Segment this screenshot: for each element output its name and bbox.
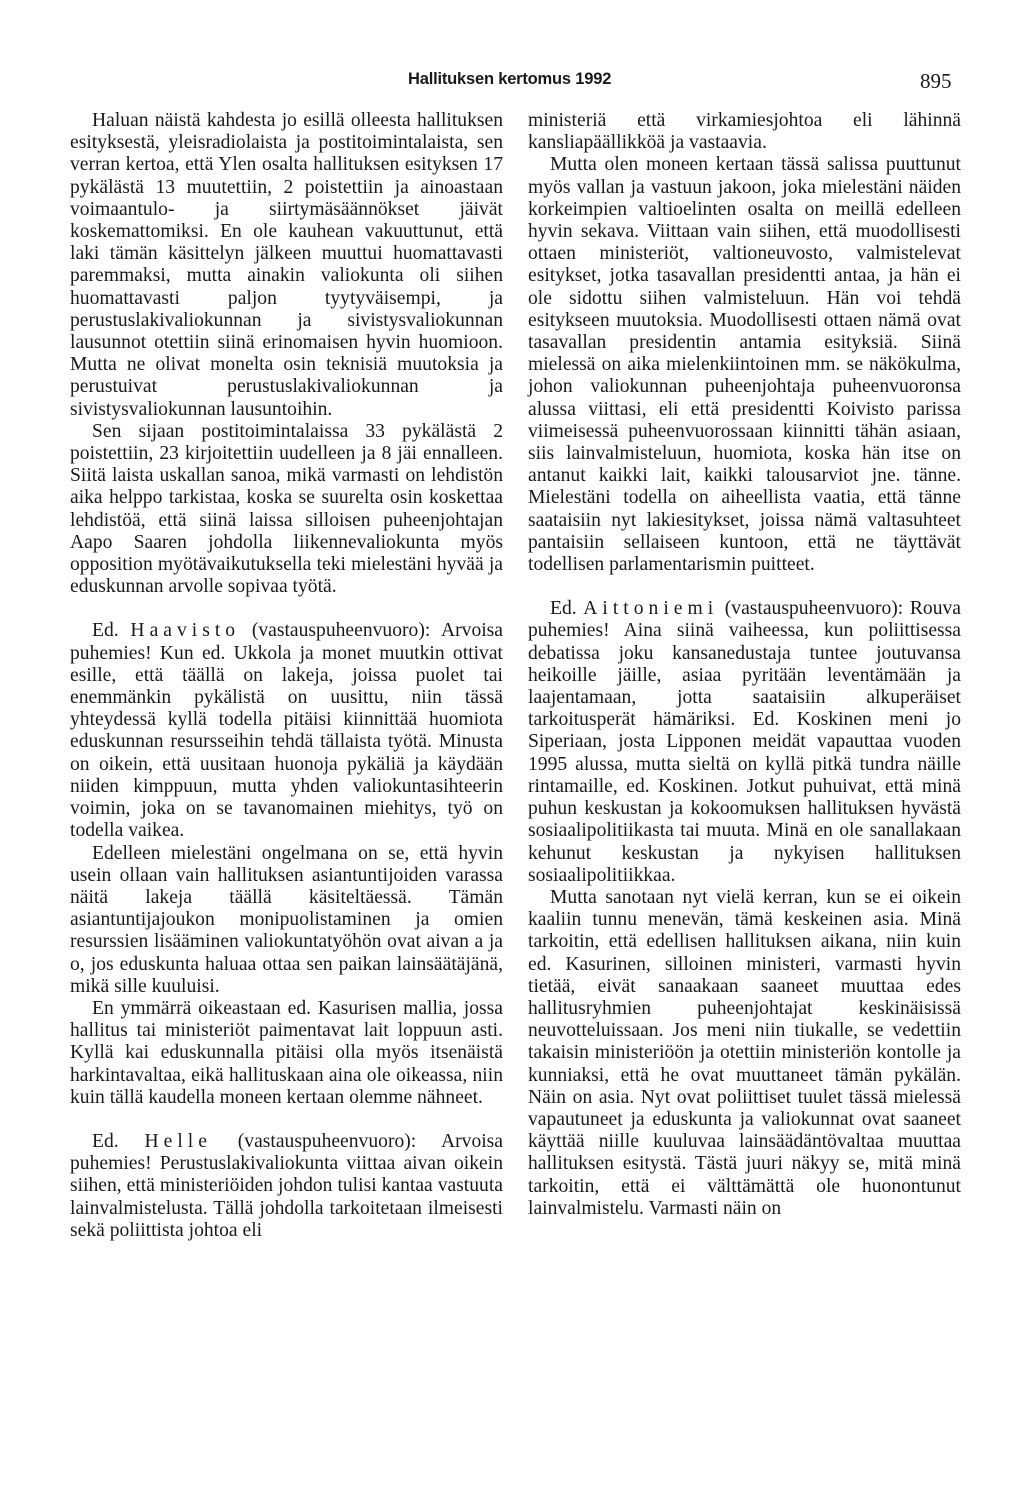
- speech-aittoniemi: [528, 598, 961, 887]
- page-header: [0, 62, 1024, 92]
- speaker-name: Helle: [144, 1130, 212, 1152]
- speech-text: (vastauspuheenvuoro): Arvoisa puhemies! Kun ed. Ukkola ja monet muutkin ottivat esille, että täällä on lakeja, joissa puolet tai enemmänkin pykälistä on uusittu, niin tässä yhteydessä kyllä todella pitäisi kiinnittää huomiota eduskunnan resursseihin tehdä tällaista työtä. Minusta on oikein, että uusitaan huonoja pykäliä ja käydään niiden kimppuun, mutta yhden valiokuntasihteerin voimin, joka on se tavanomainen miehitys, työ on todella vaikea.: [70, 620, 504, 842]
- speaker-name: Haavisto: [130, 620, 241, 642]
- paragraph: ministeriä että virkamiesjohtoa eli lähinnä kansliapäällikköä ja vastaavia.: [528, 110, 961, 154]
- paragraph: Mutta olen moneen kertaan tässä salissa puuttunut myös vallan ja vastuun jakoon, joka mielestäni näiden korkeimpien valtioelinten osalta on meillä edelleen hyvin sekava. Viittaan vain siihen, että muodollisesti ottaen ministeriöt, valtioneuvosto, valmistelevat esitykset, jotka tasavallan presidentti antaa, ja hän ei ole sidottu siihen valmisteluun. Hän voi tehdä esitykseen muutoksia. Muodollisesti ottaen nämä ovat tasavallan presidentin antamia esityksiä. Siinä mielessä on aika mielenkiintoinen mm. se näkökulma, johon valiokunnan puheenjohtaja puheenvuoronsa alussa viittasi, eli että presidentti Koivisto parissa viimeisessä puheenvuorossaan kiinnitti tähän asiaan, siis lainvalmisteluun, huomiota, koska hän itse on antanut kaikki lait, kaikki talousarviot jne. tänne. Mielestäni todella on aiheellista vaatia, että tänne saataisiin nyt lakiesitykset, joissa nämä valtasuhteet pantaisiin sellaiseen kuntoon, että ne täyttävät todellisen parlamentarismin puitteet.: [528, 154, 961, 576]
- speech-prefix: Ed.: [550, 598, 584, 620]
- speech-helle: [70, 1131, 503, 1242]
- left-column: [70, 110, 503, 1242]
- page-number: 895: [920, 69, 952, 93]
- speech-text: (vastauspuheenvuoro): Arvoisa puhemies! Perustuslakivaliokunta viittaa aivan oikein siihen, että ministeriöiden johdon tulisi kantaa vastuuta lainvalmistelusta. Tällä johdolla tarkoitetaan ilmeisesti sekä poliittista johtoa eli: [70, 1130, 504, 1241]
- speech-prefix: Ed.: [92, 620, 131, 642]
- speech-prefix: Ed.: [92, 1130, 145, 1152]
- paragraph: Mutta sanotaan nyt vielä kerran, kun se ei oikein kaaliin tunnu menevän, tämä keskeinen asia. Minä tarkoitin, että edellisen hallituksen aikana, niin kuin ed. Kasurinen, silloinen ministeri, varmasti hyvin tietää, eivät sanaakaan saaneet muuttaa edes hallitusryhmien puheenjohtajat keskinäisissä neuvotteluissaan. Jos meni niin tiukalle, se vedettiin takaisin ministeriöön ja otettiin ministeriön kontolle ja kunniaksi, että he ovat muuttaneet tämän pykälän. Näin on asia. Nyt ovat poliittiset tuulet tässä mielessä vapautuneet ja eduskunta ja valiokunnat ovat saaneet käyttää niille kuuluvaa lainsäädäntövaltaa muuttaa hallituksen esitystä. Tästä juuri näkyy se, mitä minä tarkoitin, että ei välttämättä ole huonontunut lainvalmistelu. Varmasti näin on: [528, 886, 961, 1219]
- running-title: Hallituksen kertomus 1992: [408, 70, 612, 88]
- paragraph: Haluan näistä kahdesta jo esillä olleesta hallituksen esityksestä, yleisradiolaista ja postitoimintalaista, sen verran kertoa, että Ylen osalta hallituksen esityksen 17 pykälästä 13 muutettiin, 2 poistettiin ja ainoastaan voimaantulo- ja siirtymäsäännökset jäivät koskemattomiksi. En ole kauhean vakuuttunut, että laki tämän käsittelyn jälkeen muuttui huomattavasti paremmaksi, mutta ainakin valiokunta oli siihen huomattavasti paljon tyytyväisempi, ja perustuslakivaliokunnan ja sivistysvaliokunnan lausunnot otettiin siinä erinomaisen hyvin huomioon. Mutta ne olivat monelta osin teknisiä muutoksia ja perustuivat perustuslakivaliokunnan ja sivistysvaliokunnan lausuntoihin.: [70, 110, 503, 420]
- paragraph: Sen sijaan postitoimintalaissa 33 pykälästä 2 poistettiin, 23 kirjoitettiin uudelleen ja 8 jäi ennalleen. Siitä laista uskallan sanoa, mikä varmasti on lehdistön aika helppo tarkistaa, koska se suurelta osin koskettaa lehdistöä, että siinä laissa silloisen puheenjohtajan Aapo Saaren johdolla liikennevaliokunta myös opposition myötävaikutuksella teki mielestäni hyvää ja eduskunnan arvolle sopivaa työtä.: [70, 420, 503, 598]
- speaker-name: Aittoniemi: [583, 598, 719, 620]
- speech-haavisto: [70, 620, 503, 842]
- paragraph: En ymmärrä oikeastaan ed. Kasurisen mallia, jossa hallitus tai ministeriöt paimentavat lait loppuun asti. Kyllä kai eduskunnalla pitäisi olla myös itsenäistä harkintavaltaa, eikä hallituskaan aina ole oikeassa, niin kuin tällä kaudella moneen kertaan olemme nähneet.: [70, 997, 503, 1108]
- right-column: [528, 110, 961, 1220]
- speech-text: (vastauspuheenvuoro): Rouva puhemies! Aina siinä vaiheessa, kun poliittisessa debatissa joku kansanedustaja tuntee joutuvansa heikoille jäille, asiaa pyritään leventämään ja laajentamaan, jotta saataisiin alkuperäiset tarkoitusperät hämäriksi. Ed. Koskinen meni jo Siperiaan, josta Lipponen meidät vapauttaa vuoden 1995 alussa, mutta sieltä on kyllä pitkä tundra näille rintamaille, ed. Koskinen. Jotkut puhuivat, että minä puhun keskustan ja kokoomuksen hallituksen hyvästä sosiaalipolitiikasta tai muuta. Minä en ole sanallakaan kehunut keskustan ja nykyisen hallituksen sosiaalipolitiikkaa.: [528, 598, 961, 886]
- paragraph: Edelleen mielestäni ongelmana on se, että hyvin usein ollaan vain hallituksen asiantuntijoiden varassa näitä lakeja täällä käsiteltäessä. Tämän asiantuntijajoukon monipuolistaminen ja omien resurssien lisääminen valiokuntatyöhön ovat aivan a ja o, jos eduskunta haluaa ottaa sen paikan lainsäätäjänä, mikä sille kuuluisi.: [70, 842, 503, 997]
